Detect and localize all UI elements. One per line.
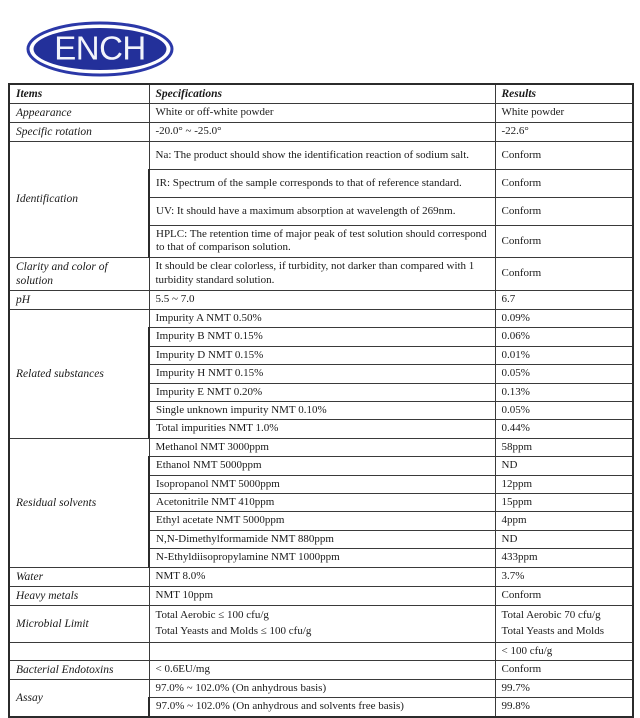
spec-assay-solvents-free: 97.0% ~ 102.0% (On anhydrous and solvents free basis): [149, 698, 495, 717]
spec-water: NMT 8.0%: [149, 567, 495, 586]
spec-appearance: White or off-white powder: [149, 104, 495, 123]
result-impurity-a: 0.09%: [495, 309, 633, 327]
table-row-continuation: [9, 642, 633, 660]
logo-ellipse-icon: [26, 21, 174, 77]
table-row: [9, 142, 633, 170]
header-items: Items: [9, 84, 149, 104]
spec-blank-continuation: [149, 642, 495, 660]
item-assay: Assay: [9, 679, 149, 716]
spec-ph: 5.5 ~ 7.0: [149, 290, 495, 309]
result-clarity: Conform: [495, 257, 633, 290]
spec-isopropanol: Isopropanol NMT 5000ppm: [149, 475, 495, 493]
result-heavy-metals: Conform: [495, 586, 633, 605]
spec-identification-ir: IR: Spectrum of the sample corresponds to that of reference standard.: [149, 170, 495, 198]
item-water: Water: [9, 567, 149, 586]
spec-single-unknown-impurity: Single unknown impurity NMT 0.10%: [149, 401, 495, 419]
item-identification: Identification: [9, 142, 149, 258]
table-row: [9, 290, 633, 309]
spec-specific-rotation: -20.0° ~ -25.0°: [149, 123, 495, 142]
result-bacterial-endotoxins: Conform: [495, 660, 633, 679]
table-row: [9, 438, 633, 456]
result-microbial-limit: [495, 605, 633, 642]
result-impurity-h: 0.05%: [495, 365, 633, 383]
company-logo: [26, 21, 174, 77]
spec-ethyldiisopropylamine: N-Ethyldiisopropylamine NMT 1000ppm: [149, 549, 495, 567]
result-total-impurities: 0.44%: [495, 420, 633, 438]
spec-bacterial-endotoxins: < 0.6EU/mg: [149, 660, 495, 679]
result-assay-solvents-free: 99.8%: [495, 698, 633, 717]
spec-clarity: It should be clear colorless, if turbidity, not darker than compared with 1 turbidity standard solution.: [149, 257, 495, 290]
result-ph: 6.7: [495, 290, 633, 309]
result-ethyl-acetate: 4ppm: [495, 512, 633, 530]
spec-heavy-metals: NMT 10ppm: [149, 586, 495, 605]
result-ethanol: ND: [495, 457, 633, 475]
result-impurity-e: 0.13%: [495, 383, 633, 401]
table-header-row: [9, 84, 633, 104]
table-row: [9, 605, 633, 642]
spec-methanol: Methanol NMT 3000ppm: [149, 438, 495, 456]
item-blank-continuation: [9, 642, 149, 660]
item-residual-solvents: Residual solvents: [9, 438, 149, 567]
result-acetonitrile: 15ppm: [495, 493, 633, 511]
result-isopropanol: 12ppm: [495, 475, 633, 493]
table-row: [9, 660, 633, 679]
item-heavy-metals: Heavy metals: [9, 586, 149, 605]
result-microbial-continued: < 100 cfu/g: [495, 642, 633, 660]
header-results: Results: [495, 84, 633, 104]
result-microbial-line-2: Total Yeasts and Molds: [501, 624, 605, 637]
table-row: [9, 257, 633, 290]
result-impurity-b: 0.06%: [495, 328, 633, 346]
result-ethyldiisopropylamine: 433ppm: [495, 549, 633, 567]
spec-ethanol: Ethanol NMT 5000ppm: [149, 457, 495, 475]
spec-impurity-b: Impurity B NMT 0.15%: [149, 328, 495, 346]
spec-total-impurities: Total impurities NMT 1.0%: [149, 420, 495, 438]
spec-microbial-line-2: Total Yeasts and Molds ≤ 100 cfu/g: [155, 624, 312, 637]
result-specific-rotation: -22.6°: [495, 123, 633, 142]
item-clarity: Clarity and color of solution: [9, 257, 149, 290]
spec-microbial-limit: [149, 605, 495, 642]
spec-identification-hplc: HPLC: The retention time of major peak of test solution should correspond to that of comparison solution.: [149, 226, 495, 258]
header-specifications: Specifications: [149, 84, 495, 104]
result-identification-na: Conform: [495, 142, 633, 170]
result-impurity-d: 0.01%: [495, 346, 633, 364]
result-identification-uv: Conform: [495, 198, 633, 226]
result-dimethylformamide: ND: [495, 530, 633, 548]
result-water: 3.7%: [495, 567, 633, 586]
spec-dimethylformamide: N,N-Dimethylformamide NMT 880ppm: [149, 530, 495, 548]
spec-identification-na: Na: The product should show the identification reaction of sodium salt.: [149, 142, 495, 170]
table-row: [9, 309, 633, 327]
item-microbial-limit: Microbial Limit: [9, 605, 149, 642]
item-ph: pH: [9, 290, 149, 309]
result-identification-ir: Conform: [495, 170, 633, 198]
table-row: [9, 679, 633, 697]
specification-results-table: [8, 83, 634, 718]
result-appearance: White powder: [495, 104, 633, 123]
spec-microbial-line-1: Total Aerobic ≤ 100 cfu/g: [155, 608, 269, 621]
result-single-unknown-impurity: 0.05%: [495, 401, 633, 419]
item-appearance: Appearance: [9, 104, 149, 123]
table-row: [9, 567, 633, 586]
table-row: [9, 586, 633, 605]
result-assay-anhydrous: 99.7%: [495, 679, 633, 697]
item-specific-rotation: Specific rotation: [9, 123, 149, 142]
spec-impurity-h: Impurity H NMT 0.15%: [149, 365, 495, 383]
spec-impurity-e: Impurity E NMT 0.20%: [149, 383, 495, 401]
table-row: [9, 123, 633, 142]
spec-acetonitrile: Acetonitrile NMT 410ppm: [149, 493, 495, 511]
result-microbial-line-1: Total Aerobic 70 cfu/g: [501, 608, 601, 621]
result-identification-hplc: Conform: [495, 226, 633, 258]
spec-impurity-d: Impurity D NMT 0.15%: [149, 346, 495, 364]
result-methanol: 58ppm: [495, 438, 633, 456]
table-row: [9, 104, 633, 123]
spec-identification-uv: UV: It should have a maximum absorption at wavelength of 269nm.: [149, 198, 495, 226]
spec-ethyl-acetate: Ethyl acetate NMT 5000ppm: [149, 512, 495, 530]
item-bacterial-endotoxins: Bacterial Endotoxins: [9, 660, 149, 679]
spec-assay-anhydrous: 97.0% ~ 102.0% (On anhydrous basis): [149, 679, 495, 697]
logo-text: ENCH: [54, 29, 146, 67]
spec-impurity-a: Impurity A NMT 0.50%: [149, 309, 495, 327]
item-related-substances: Related substances: [9, 309, 149, 438]
